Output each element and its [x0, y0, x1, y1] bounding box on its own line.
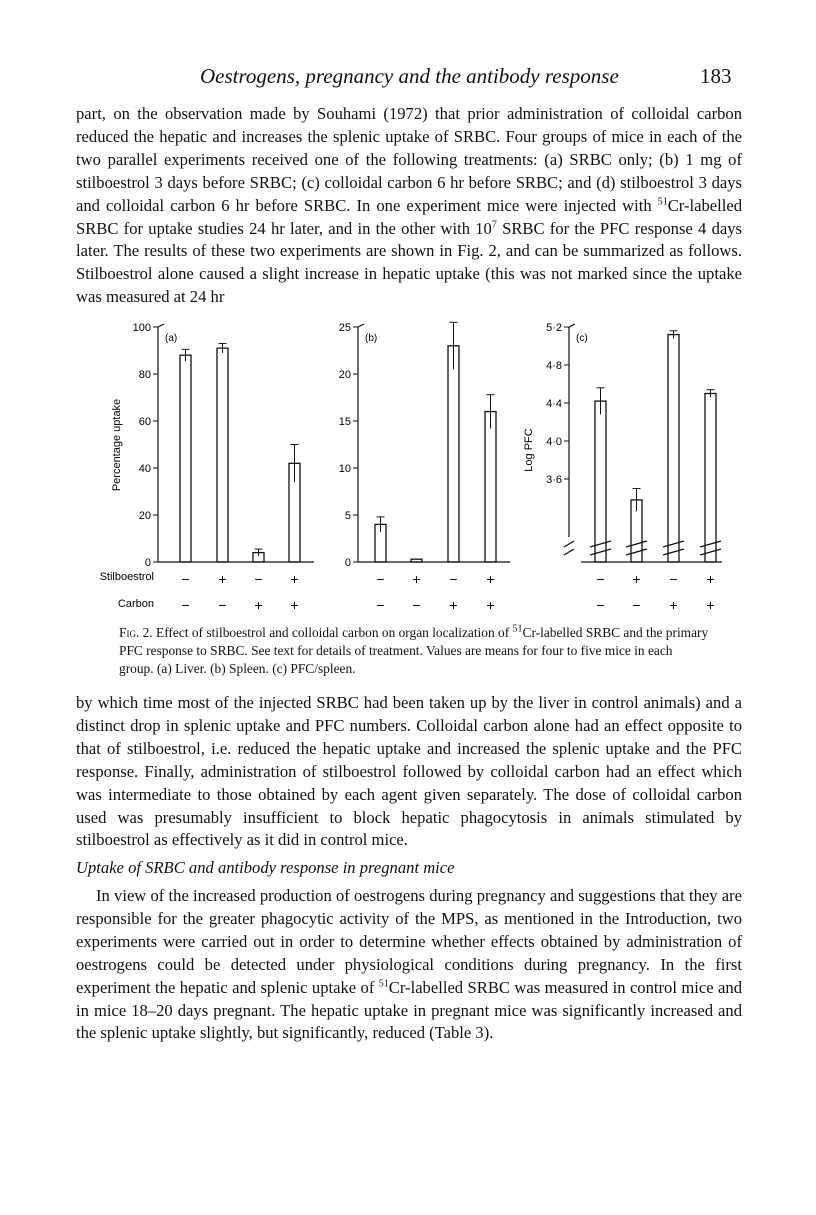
page-number: 183 [700, 64, 732, 88]
y-tick-label: 10 [338, 463, 351, 475]
carbon-sign: − [632, 597, 641, 613]
paragraph-1-part-b: Cr-labelled SRBC for uptake studies 24 hr later, and in the other with 10 [76, 195, 742, 238]
paragraph-3-part-a: In view of the increased production of oestrogens during pregnancy and suggestions that they are responsible for the greater phagocytic activity of the MPS, as mentioned in the Introduction, two experiments were carried out in order to determine whether effects obtained by administration of oestrogens could be detected under physiological conditions during pregnancy. In the first experiment the hepatic and splenic uptake of [76, 886, 742, 997]
axis-break-mark [626, 541, 647, 547]
axis-hook-1 [158, 324, 164, 327]
bar [217, 348, 228, 562]
axis-hook-3 [569, 324, 575, 327]
y-axis-label: Percentage uptake [111, 398, 123, 492]
bar [485, 412, 496, 562]
caption-part-b: Cr-labelled SRBC and the primary PFC response to SRBC. See text for details of treatment. Values are means for four to five mice in each group. (a) Liver. (b) Spleen. (c) PFC/spleen. [119, 625, 709, 676]
bar [668, 335, 679, 562]
paragraph-2: by which time most of the injected SRBC had been taken up by the liver in control animals) and a distinct drop in splenic uptake and PFC numbers. Colloidal carbon alone had an effect opposite to that of stilboestrol, i.e. reduced the hepatic uptake and increased the splenic uptake and the PFC response. Finally, administration of stilboestrol followed by colloidal carbon had an effect which was intermediate to those obtained by each agent given separately. The dose of colloidal carbon used was presumably insufficient to block hepatic phagocytosis in animals stimulated by stilboestrol as effectively as it did in control mice. [76, 693, 742, 850]
stilboestrol-sign: − [376, 571, 385, 587]
stilboestrol-sign: + [632, 571, 641, 587]
superscript-51: 51 [657, 196, 668, 208]
bar [705, 394, 716, 563]
carbon-sign: + [486, 597, 495, 613]
running-title: Oestrogens, pregnancy and the antibody response [200, 64, 619, 88]
y-tick-label: 80 [138, 369, 151, 381]
axis-break-mark [700, 541, 721, 547]
carbon-sign: + [669, 597, 678, 613]
y-tick-label: 15 [338, 416, 351, 428]
carbon-sign: − [218, 597, 227, 613]
y-tick-label: 4·8 [546, 360, 562, 372]
carbon-sign: − [376, 597, 385, 613]
y-axis-label: Log PFC [523, 428, 535, 472]
section-subheading: Uptake of SRBC and antibody response in pregnant mice [76, 858, 455, 877]
carbon-sign: + [449, 597, 458, 613]
superscript-7: 7 [491, 219, 497, 230]
carbon-sign: + [254, 597, 263, 613]
paragraph-1 [76, 103, 742, 309]
stilboestrol-sign: − [669, 571, 678, 587]
stilboestrol-sign: + [218, 571, 227, 587]
axis-break-mark [700, 549, 721, 555]
y-tick-label: 60 [138, 416, 151, 428]
figure-2 [100, 312, 740, 623]
axis-break-mark [626, 549, 647, 555]
y-tick-label: 4·0 [546, 436, 562, 448]
paragraph-1-part-c: SRBC for the PFC response 4 days later. The results of these two experiments are shown in Fig. 2, and can be summarized as follows. Stilboestrol alone caused a slight increase in hepatic uptake (this was not marked since the uptake was measured at 24 hr [76, 218, 742, 307]
y-tick-label: 0 [144, 557, 151, 569]
y-tick-label: 20 [338, 369, 351, 381]
axis-break-mark [663, 541, 684, 547]
y-tick-label: 25 [338, 322, 351, 334]
y-tick-label: 100 [132, 322, 151, 334]
carbon-sign: − [181, 597, 190, 613]
carbon-sign: + [290, 597, 299, 613]
stilboestrol-sign: + [290, 571, 299, 587]
stilboestrol-sign: + [412, 571, 421, 587]
stilboestrol-sign: − [181, 571, 190, 587]
row-label-carbon: Carbon [117, 598, 154, 610]
bar [180, 355, 191, 562]
row-label-stilboestrol: Stilboestrol [100, 571, 154, 583]
carbon-sign: − [596, 597, 605, 613]
stilboestrol-sign: − [449, 571, 458, 587]
bar [448, 346, 459, 562]
caption-label: Fig. [119, 625, 140, 640]
figure-2-chart [100, 312, 740, 618]
carbon-sign: + [706, 597, 715, 613]
y-tick-label: 5·2 [546, 322, 562, 334]
y-tick-label: 3·6 [546, 474, 562, 486]
panel-label: (a) [165, 333, 178, 344]
y-tick-label: 5 [344, 510, 351, 522]
figure-caption [119, 624, 709, 678]
axis-break-mark [590, 549, 611, 555]
axis-break-mark [564, 549, 574, 555]
chart-panels [111, 322, 722, 613]
y-tick-label: 20 [138, 510, 151, 522]
y-tick-label: 4·4 [546, 398, 562, 410]
axis-hook-2 [358, 324, 364, 327]
caption-superscript: 51 [512, 623, 523, 635]
bar [595, 401, 606, 562]
paragraph-3 [76, 885, 742, 1045]
panel-label: (b) [365, 333, 378, 344]
paragraph-1-part-a: part, on the observation made by Souhami (1972) that prior administration of colloidal carbon reduced the hepatic and increases the splenic uptake of SRBC. Four groups of mice in each of the two parallel experiments received one of the following treatments: (a) SRBC only; (b) 1 mg of stilboestrol 3 days before SRBC; (c) colloidal carbon 6 hr before SRBC; and (d) stilboestrol 3 days and colloidal carbon 6 hr before SRBC. In one experiment mice were injected with [76, 104, 742, 215]
y-tick-label: 40 [138, 463, 151, 475]
paragraph-3-part-b: Cr-labelled SRBC was measured in control mice and in mice 18–20 days pregnant. The hepatic uptake in pregnant mice was significantly increased and the splenic uptake slightly, but significantly, reduced (Table 3). [76, 977, 742, 1043]
panel-label: (c) [576, 333, 588, 344]
stilboestrol-sign: + [706, 571, 715, 587]
axis-break-mark [564, 541, 574, 547]
y-tick-label: 0 [344, 557, 351, 569]
stilboestrol-sign: − [596, 571, 605, 587]
axis-break-mark [590, 541, 611, 547]
axis-break-mark [663, 549, 684, 555]
bar [411, 559, 422, 562]
superscript-51: 51 [378, 978, 389, 990]
carbon-sign: − [412, 597, 421, 613]
stilboestrol-sign: + [486, 571, 495, 587]
running-head [0, 64, 816, 94]
stilboestrol-sign: − [254, 571, 263, 587]
caption-part-a: 2. Effect of stilboestrol and colloidal carbon on organ localization of [139, 625, 513, 640]
